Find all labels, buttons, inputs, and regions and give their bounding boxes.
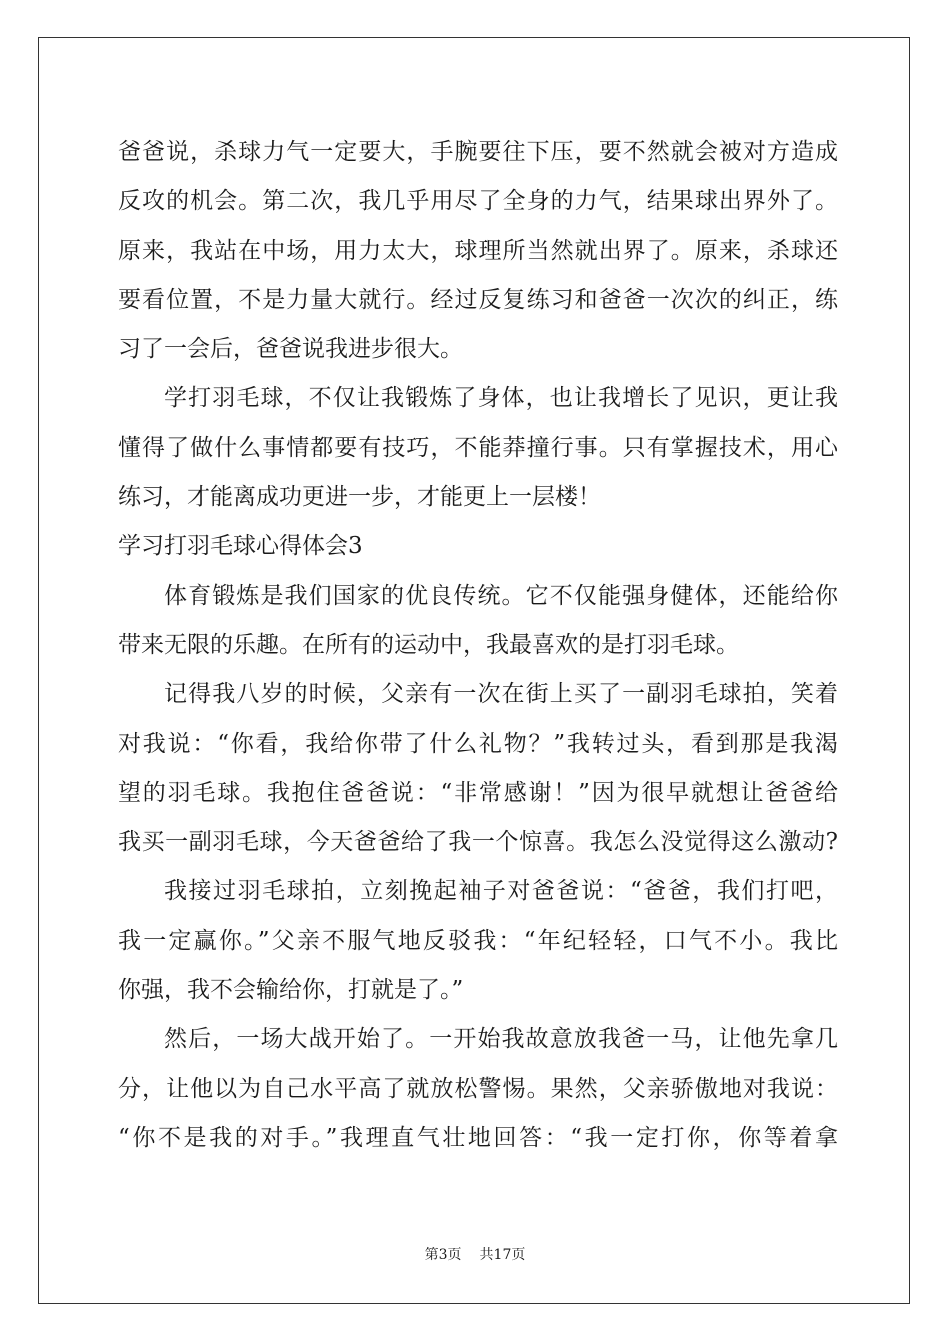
text-line: 原来，我站在中场，用力太大，球理所当然就出界了。原来，杀球还	[118, 237, 838, 264]
text-line: 然后，一场大战开始了。一开始我故意放我爸一马，让他先拿几	[164, 1026, 838, 1053]
text-line: 对我说：“你看，我给你带了什么礼物？”我转过头，看到那是我渴	[118, 730, 838, 757]
text-line: “你不是我的对手。”我理直气壮地回答：“我一定打你，你等着拿	[118, 1124, 838, 1151]
text-line: 我买一副羽毛球，今天爸爸给了我一个惊喜。我怎么没觉得这么激动?	[118, 829, 838, 856]
section-heading: 学习打羽毛球心得体会3	[118, 533, 363, 560]
text-line: 我接过羽毛球拍，立刻挽起袖子对爸爸说：“爸爸，我们打吧，	[164, 878, 838, 905]
text-line: 懂得了做什么事情都要有技巧，不能莽撞行事。只有掌握技术，用心	[118, 434, 838, 461]
text-line: 反攻的机会。第二次，我几乎用尽了全身的力气，结果球出界外了。	[118, 188, 838, 215]
text-line: 记得我八岁的时候，父亲有一次在街上买了一副羽毛球拍，笑着	[164, 681, 838, 708]
page-total: 共17页	[479, 1247, 526, 1263]
text-line: 望的羽毛球。我抱住爸爸说：“非常感谢！”因为很早就想让爸爸给	[118, 779, 838, 806]
page-number: 第3页	[424, 1247, 462, 1263]
document-body	[118, 128, 838, 1163]
text-line: 要看位置，不是力量大就行。经过反复练习和爸爸一次次的纠正，练	[118, 286, 838, 313]
page-footer	[0, 1244, 950, 1264]
text-line: 爸爸说，杀球力气一定要大，手腕要往下压，要不然就会被对方造成	[118, 139, 838, 165]
text-line: 体育锻炼是我们国家的优良传统。它不仅能强身健体，还能给你	[164, 582, 838, 609]
text-line: 我一定赢你。”父亲不服气地反驳我：“年纪轻轻，口气不小。我比	[118, 927, 838, 954]
text-line: 学打羽毛球，不仅让我锻炼了身体，也让我增长了见识，更让我	[164, 385, 838, 412]
text-line: 带来无限的乐趣。在所有的运动中，我最喜欢的是打羽毛球。	[118, 631, 739, 658]
text-line: 你强，我不会输给你，打就是了。”	[118, 977, 464, 1004]
text-line: 分，让他以为自己水平高了就放松警惕。果然，父亲骄傲地对我说：	[118, 1075, 838, 1102]
text-line: 习了一会后，爸爸说我进步很大。	[118, 336, 463, 363]
text-line: 练习，才能离成功更进一步，才能更上一层楼！	[118, 484, 601, 511]
